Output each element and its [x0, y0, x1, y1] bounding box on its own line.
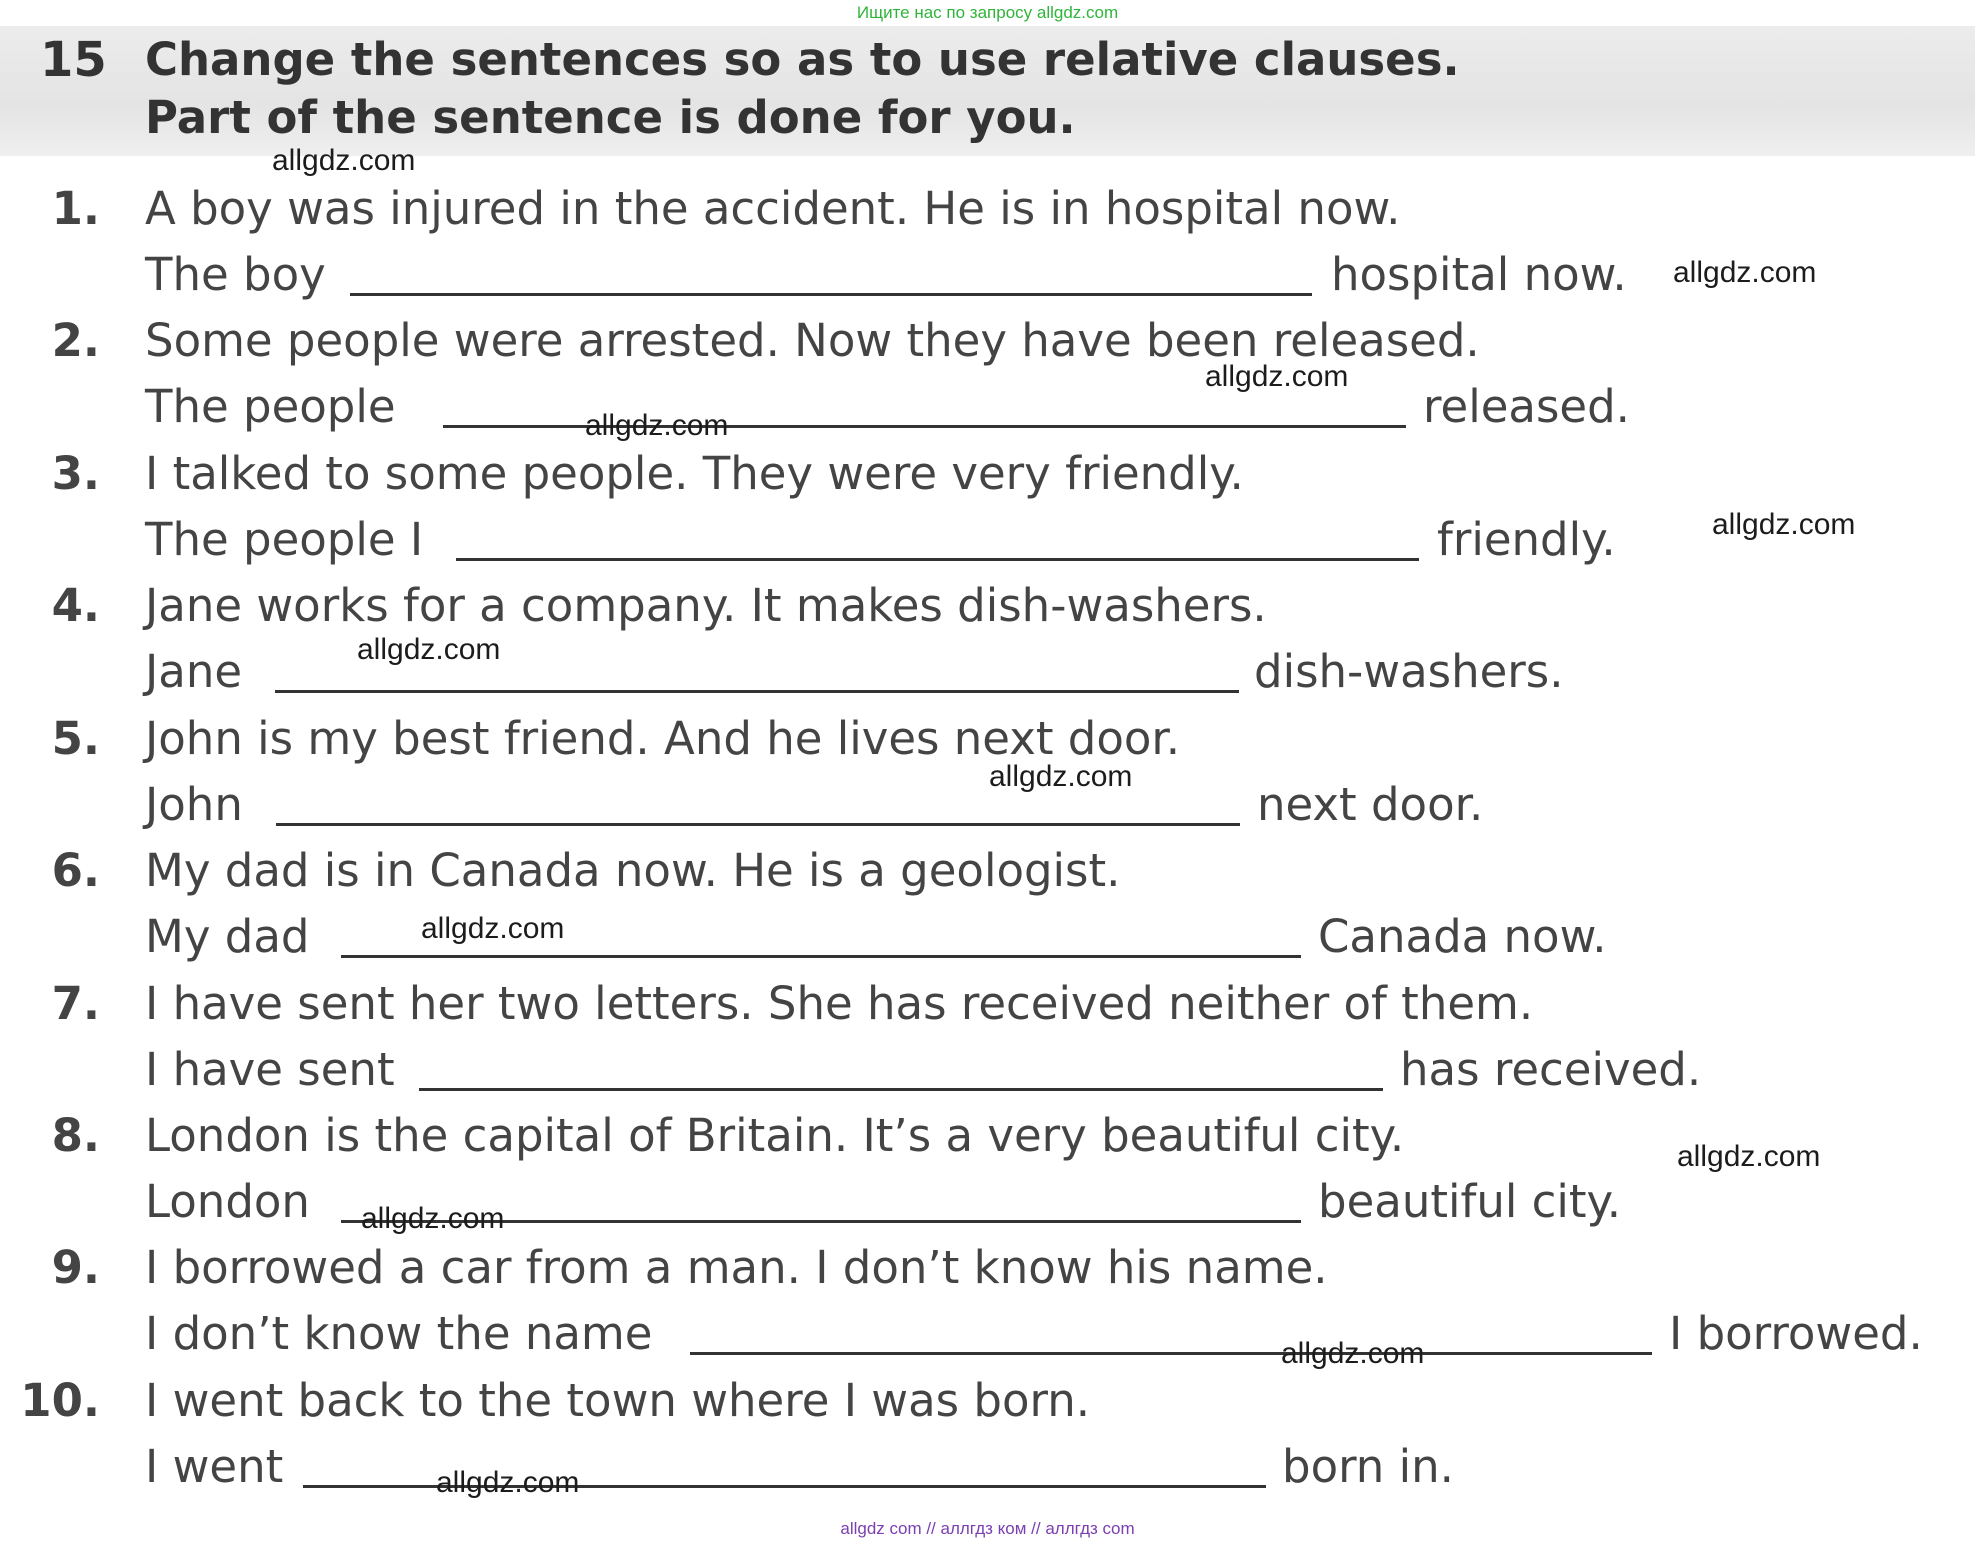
- item-number: 10.: [20, 1374, 100, 1427]
- item-sentence: I talked to some people. They were very friendly.: [145, 447, 1244, 500]
- item-number: 1.: [51, 182, 100, 235]
- item-sentence: Jane works for a company. It makes dish-washers.: [145, 579, 1267, 632]
- footer-note: allgdz com // аллгдз ком // аллгдз com: [840, 1519, 1135, 1538]
- item-prompt-end: friendly.: [1437, 513, 1616, 566]
- item-prompt-end: released.: [1423, 380, 1630, 433]
- exercise-number: 15: [40, 32, 107, 88]
- exercise-instruction-line2: Part of the sentence is done for you.: [145, 91, 1076, 144]
- watermark: allgdz.com: [361, 1202, 505, 1235]
- item-sentence: I have sent her two letters. She has received neither of them.: [145, 977, 1534, 1030]
- watermark: allgdz.com: [585, 409, 729, 442]
- item-prompt-start: John: [145, 778, 243, 831]
- watermark: allgdz.com: [357, 633, 501, 666]
- item-number: 3.: [51, 447, 100, 500]
- answer-blank[interactable]: [456, 558, 1419, 561]
- item-prompt-end: dish-washers.: [1254, 645, 1564, 698]
- item-number: 6.: [51, 844, 100, 897]
- watermark: allgdz.com: [436, 1466, 580, 1499]
- item-prompt-end: beautiful city.: [1318, 1175, 1622, 1228]
- item-prompt-end: I borrowed.: [1669, 1307, 1923, 1360]
- item-number: 7.: [51, 977, 100, 1030]
- answer-blank[interactable]: [276, 823, 1240, 826]
- item-prompt-end: has received.: [1400, 1043, 1702, 1096]
- answer-blank[interactable]: [341, 955, 1301, 958]
- item-prompt-end: Canada now.: [1318, 910, 1607, 963]
- item-number: 4.: [51, 579, 100, 632]
- item-number: 5.: [51, 712, 100, 765]
- item-prompt-start: The people: [145, 380, 396, 433]
- item-sentence: My dad is in Canada now. He is a geologist.: [145, 844, 1121, 897]
- watermark: allgdz.com: [989, 760, 1133, 793]
- watermark: allgdz.com: [272, 144, 416, 177]
- answer-blank[interactable]: [350, 293, 1312, 296]
- item-prompt-start: Jane: [145, 645, 243, 698]
- item-prompt-start: The people I: [145, 513, 424, 566]
- answer-blank[interactable]: [275, 690, 1239, 693]
- item-prompt-start: I have sent: [145, 1043, 395, 1096]
- answer-blank[interactable]: [419, 1088, 1383, 1091]
- item-prompt-start: London: [145, 1175, 310, 1228]
- watermark: allgdz.com: [1205, 360, 1349, 393]
- item-prompt-end: next door.: [1257, 778, 1484, 831]
- item-prompt-start: I don’t know the name: [145, 1307, 653, 1360]
- watermark: allgdz.com: [421, 912, 565, 945]
- item-prompt-end: born in.: [1282, 1440, 1454, 1493]
- answer-blank[interactable]: [690, 1352, 1652, 1355]
- item-number: 9.: [51, 1241, 100, 1294]
- item-prompt-end: hospital now.: [1331, 248, 1627, 301]
- watermark: allgdz.com: [1677, 1140, 1821, 1173]
- item-sentence: A boy was injured in the accident. He is in hospital now.: [145, 182, 1401, 235]
- item-number: 2.: [51, 314, 100, 367]
- item-prompt-start: The boy: [145, 248, 326, 301]
- exercise-instruction-line1: Change the sentences so as to use relative clauses.: [145, 33, 1460, 86]
- top-note: Ищите нас по запросу allgdz.com: [856, 3, 1119, 22]
- item-prompt-start: My dad: [145, 910, 310, 963]
- item-sentence: John is my best friend. And he lives next door.: [145, 712, 1181, 765]
- item-sentence: London is the capital of Britain. It’s a very beautiful city.: [145, 1109, 1405, 1162]
- item-number: 8.: [51, 1109, 100, 1162]
- watermark: allgdz.com: [1673, 256, 1817, 289]
- item-sentence: I went back to the town where I was born.: [145, 1374, 1091, 1427]
- item-sentence: I borrowed a car from a man. I don’t know his name.: [145, 1241, 1328, 1294]
- item-prompt-start: I went: [145, 1440, 284, 1493]
- watermark: allgdz.com: [1712, 508, 1856, 541]
- watermark: allgdz.com: [1281, 1337, 1425, 1370]
- item-sentence: Some people were arrested. Now they have been released.: [145, 314, 1480, 367]
